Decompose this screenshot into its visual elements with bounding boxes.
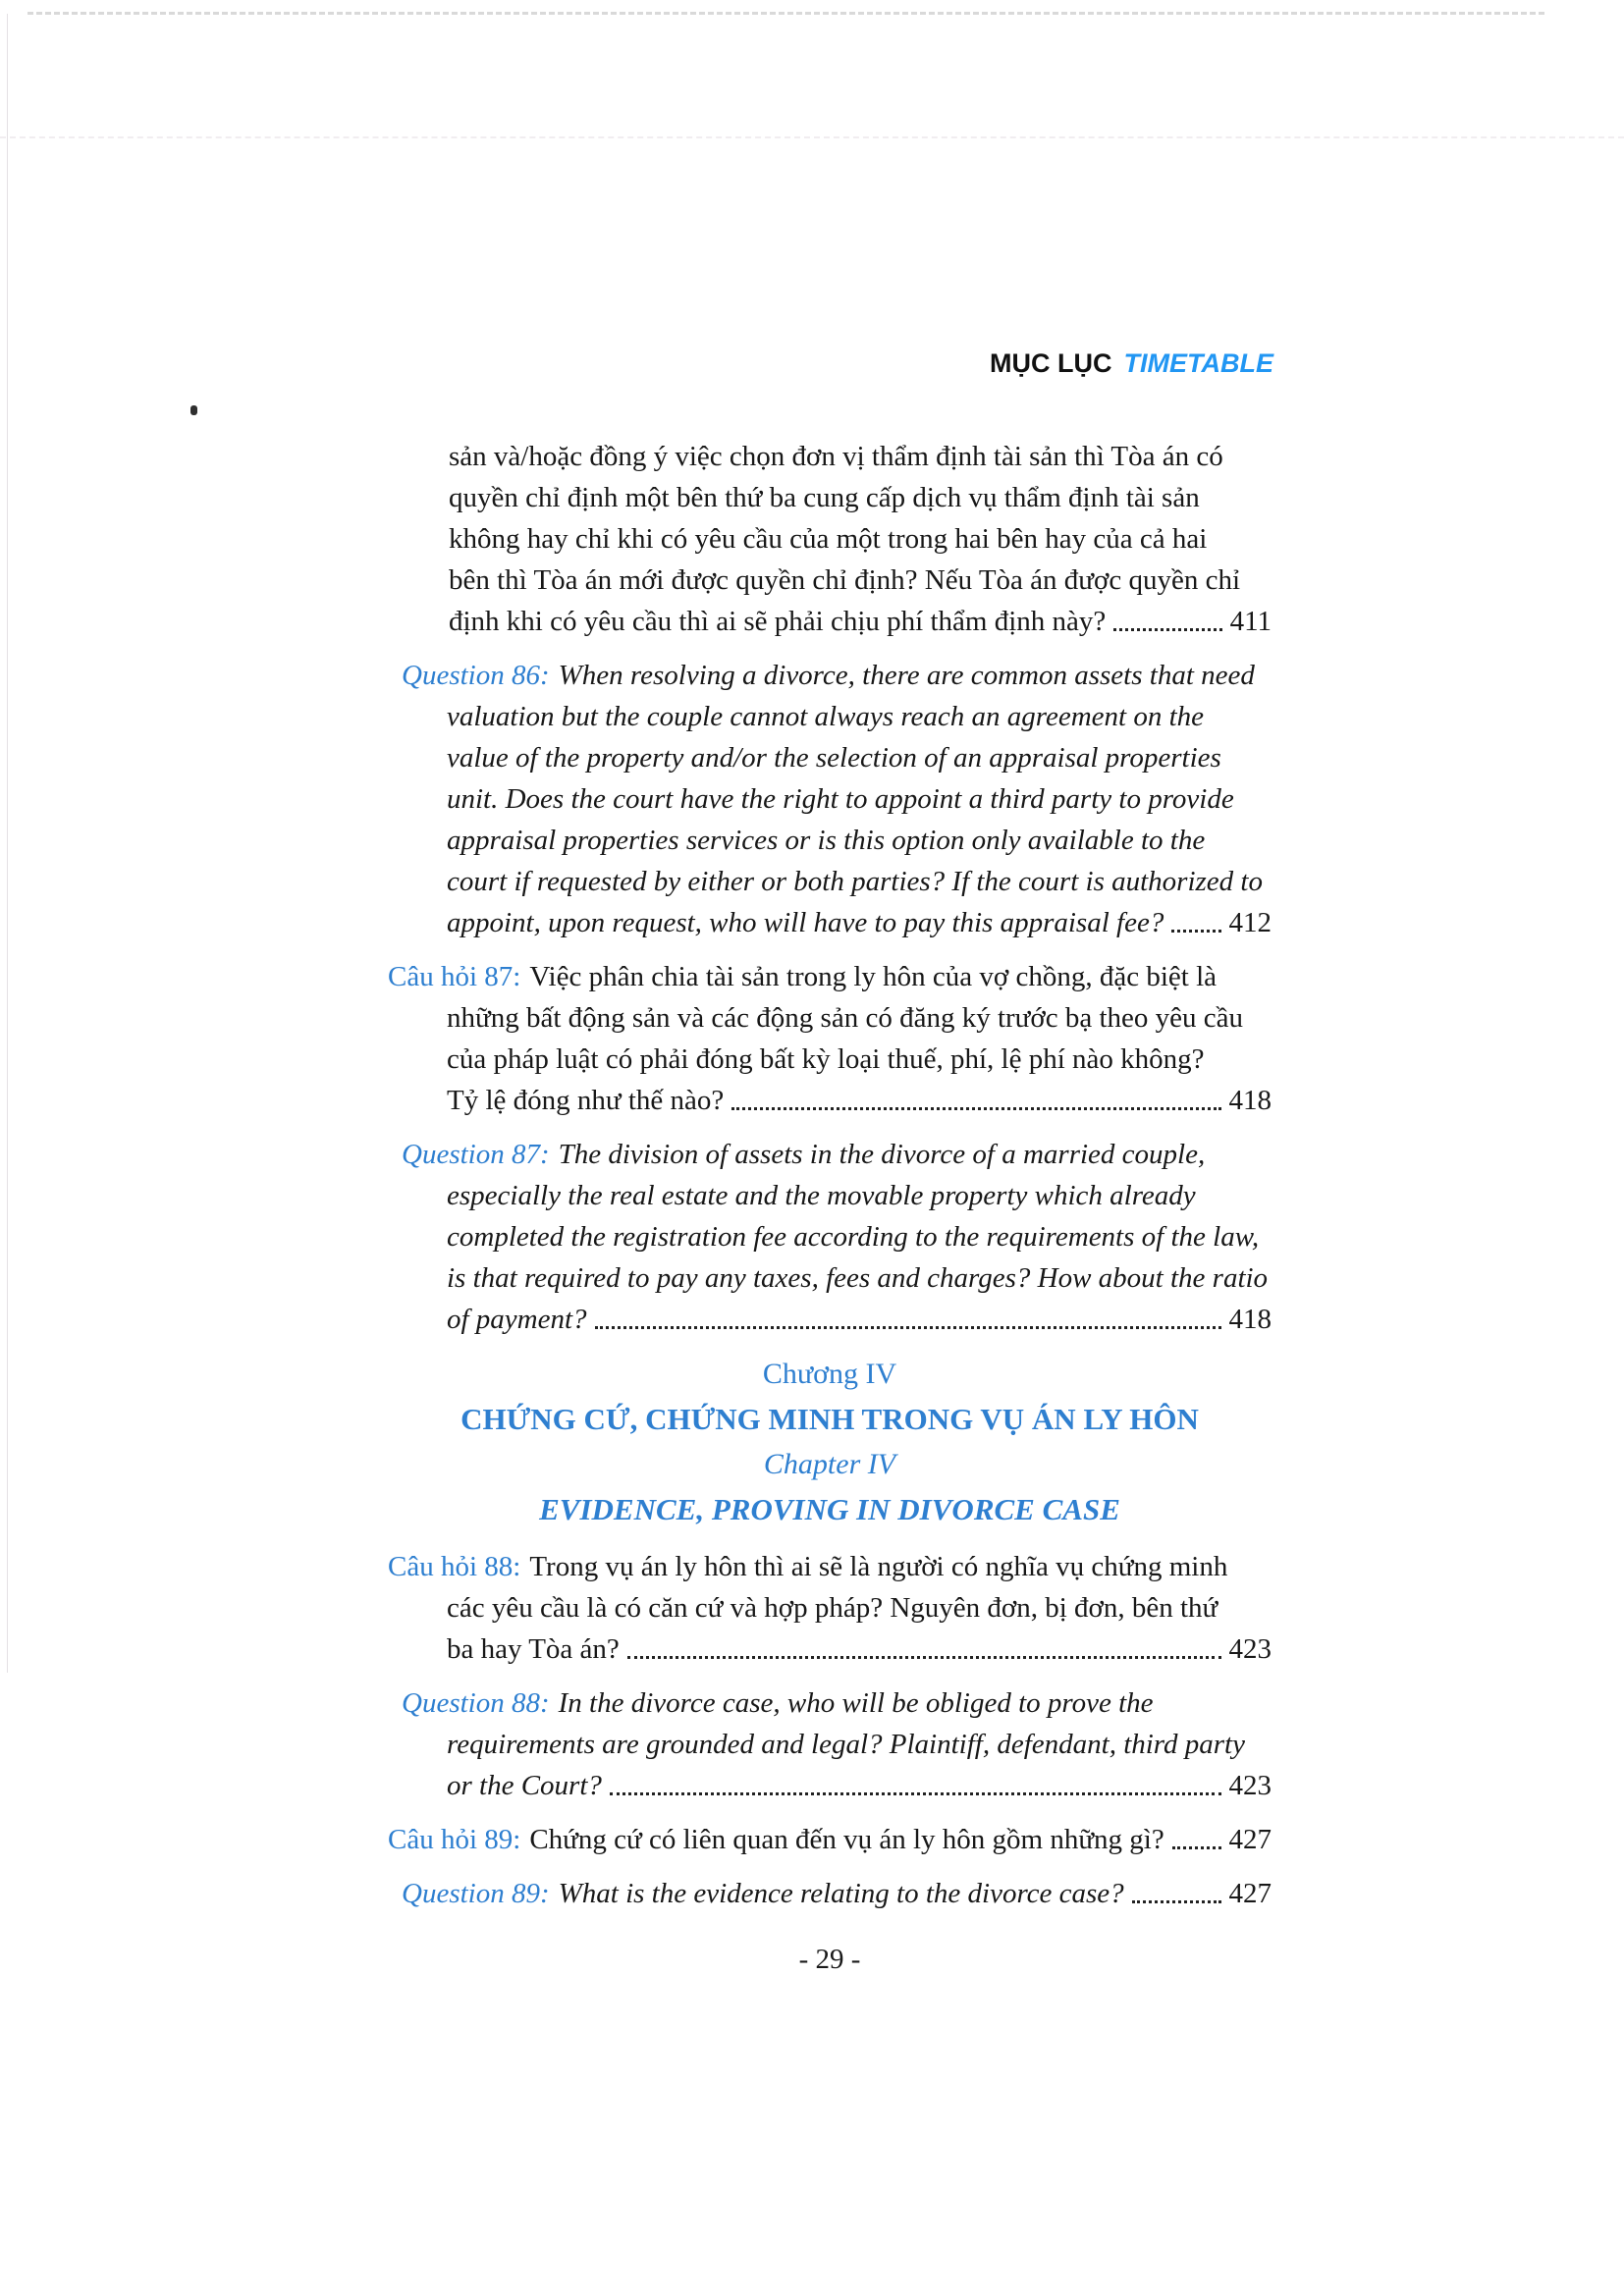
entry-text: bên thì Tòa án mới được quyền chỉ định? Nếu Tòa án được quyền chỉ [449, 564, 1240, 596]
entry-text: of payment? [447, 1304, 587, 1335]
entry-text: In the divorce case, who will be obliged to prove the [558, 1687, 1154, 1719]
entry-text: các yêu cầu là có căn cứ và hợp pháp? Nguyên đơn, bị đơn, bên thứ [447, 1592, 1218, 1624]
entry-page-number: 423 [1228, 1633, 1272, 1665]
entry-page-number: 412 [1228, 907, 1272, 938]
entry-text: When resolving a divorce, there are common assets that need [558, 660, 1255, 691]
entry-text: value of the property and/or the selection of an appraisal properties [447, 742, 1221, 774]
toc-entry-line [447, 1724, 1272, 1765]
toc-entry-line [449, 518, 1272, 560]
header-title-vi: MỤC LỤC [990, 348, 1112, 378]
entry-page-number: 423 [1228, 1770, 1272, 1801]
dot-leader [724, 1080, 1228, 1121]
entry-label: Câu hỏi 89: [388, 1824, 521, 1855]
scan-left-edge-line [7, 14, 8, 1673]
toc-content [388, 436, 1272, 1914]
entry-page-number: 427 [1228, 1824, 1272, 1855]
entry-text: Trong vụ án ly hôn thì ai sẽ là người có nghĩa vụ chứng minh [529, 1551, 1228, 1582]
header-title-en: TIMETABLE [1123, 348, 1273, 378]
chapter-title-vi: CHỨNG CỨ, CHỨNG MINH TRONG VỤ ÁN LY HÔN [460, 1402, 1199, 1436]
entry-label: Question 89: [402, 1878, 550, 1909]
entry-text: is that required to pay any taxes, fees and charges? How about the ratio [447, 1262, 1269, 1294]
scan-faint-dashed-line [0, 136, 1624, 138]
entry-text: ba hay Tòa án? [447, 1633, 620, 1665]
entry-page-number: 418 [1228, 1085, 1272, 1116]
entry-label: Question 88: [402, 1687, 550, 1719]
entry-text: unit. Does the court have the right to appoint a third party to provide [447, 783, 1234, 815]
entry-text: court if requested by either or both parties? If the court is authorized to [447, 866, 1263, 897]
entry-page-number: 427 [1228, 1878, 1272, 1909]
toc-entry-line [447, 1039, 1272, 1080]
entry-text: The division of assets in the divorce of a married couple, [558, 1139, 1206, 1170]
toc-entry-line [447, 737, 1272, 778]
entry-page-number: 418 [1228, 1304, 1272, 1335]
entry-text: or the Court? [447, 1770, 602, 1801]
page-number-footer: - 29 - [798, 1944, 861, 1975]
entry-text: quyền chỉ định một bên thứ ba cung cấp dịch vụ thẩm định tài sản [449, 482, 1200, 513]
toc-entry-line [449, 477, 1272, 518]
entry-text: không hay chỉ khi có yêu cầu của một trong hai bên hay của cả hai [449, 523, 1208, 555]
dot-leader [1164, 1819, 1229, 1860]
toc-entries-top [388, 436, 1272, 1340]
toc-entry-line [388, 655, 1272, 696]
toc-entry-line [388, 1682, 1272, 1724]
dot-leader [602, 1765, 1229, 1806]
toc-entry-line [449, 436, 1272, 477]
toc-entry-line [447, 1299, 1272, 1340]
entry-text: completed the registration fee according to the requirements of the law, [447, 1221, 1260, 1253]
scan-edge-dashed-line [27, 12, 1544, 15]
toc-entry-line [447, 1175, 1272, 1216]
toc-entry-line [447, 1765, 1272, 1806]
toc-entry-cau-hoi-88 [388, 1546, 1272, 1670]
entry-text: định khi có yêu cầu thì ai sẽ phải chịu phí thẩm định này? [449, 606, 1107, 637]
toc-entry-line [447, 696, 1272, 737]
chapter-number-en: Chapter IV [763, 1448, 896, 1480]
entry-text: những bất động sản và các động sản có đăng ký trước bạ theo yêu cầu [447, 1002, 1243, 1034]
chapter-title-en: EVIDENCE, PROVING IN DIVORCE CASE [539, 1492, 1120, 1526]
entry-page-number: 411 [1229, 606, 1272, 637]
toc-entry-line [388, 1873, 1272, 1914]
dot-leader [620, 1629, 1229, 1670]
entry-text: requirements are grounded and legal? Plaintiff, defendant, third party [447, 1729, 1245, 1760]
toc-entry-line [388, 1134, 1272, 1175]
toc-entry-line [388, 1819, 1272, 1860]
entry-text: valuation but the couple cannot always reach an agreement on the [447, 701, 1205, 732]
entry-text: What is the evidence relating to the divorce case? [558, 1878, 1124, 1909]
entry-label: Question 87: [402, 1139, 550, 1170]
toc-entry-line [447, 1629, 1272, 1670]
toc-entry-continuation [388, 436, 1272, 642]
dot-leader [1124, 1873, 1229, 1914]
entry-label: Câu hỏi 87: [388, 961, 521, 992]
toc-entry-cau-hoi-87 [388, 956, 1272, 1121]
toc-entry-line [447, 1080, 1272, 1121]
entry-text: appraisal properties services or is this option only available to the [447, 825, 1206, 856]
entry-label: Question 86: [402, 660, 550, 691]
toc-entry-line [447, 1587, 1272, 1629]
toc-entry-line [388, 956, 1272, 997]
toc-entry-line [447, 861, 1272, 902]
toc-entry-line [447, 778, 1272, 820]
toc-entry-line [447, 902, 1272, 943]
toc-entry-line [447, 997, 1272, 1039]
toc-entry-question-89 [388, 1873, 1272, 1914]
entry-text: Việc phân chia tài sản trong ly hôn của vợ chồng, đặc biệt là [529, 961, 1218, 992]
entry-text: appoint, upon request, who will have to pay this appraisal fee? [447, 907, 1164, 938]
toc-entry-question-88 [388, 1682, 1272, 1806]
toc-entry-line [388, 1546, 1272, 1587]
toc-entry-line [447, 1257, 1272, 1299]
chapter-heading [388, 1352, 1272, 1532]
entry-text: Tỷ lệ đóng như thế nào? [447, 1085, 725, 1116]
entry-label: Câu hỏi 88: [388, 1551, 521, 1582]
dot-leader [1106, 601, 1229, 642]
chapter-number-vi: Chương IV [762, 1358, 897, 1390]
dot-leader [587, 1299, 1229, 1340]
toc-entry-question-86 [388, 655, 1272, 943]
toc-entry-line [447, 1216, 1272, 1257]
scan-speck [190, 405, 197, 415]
toc-entry-line [449, 560, 1272, 601]
entry-text: Chứng cứ có liên quan đến vụ án ly hôn gồm những gì? [529, 1824, 1164, 1855]
toc-entry-line [449, 601, 1272, 642]
toc-entry-question-87 [388, 1134, 1272, 1340]
toc-entry-line [447, 820, 1272, 861]
dot-leader [1164, 902, 1228, 943]
entry-text: của pháp luật có phải đóng bất kỳ loại thuế, phí, lệ phí nào không? [447, 1043, 1205, 1075]
page-header [388, 347, 1273, 379]
toc-entry-cau-hoi-89 [388, 1819, 1272, 1860]
toc-entries-bottom [388, 1546, 1272, 1914]
entry-text: especially the real estate and the movable property which already [447, 1180, 1196, 1211]
entry-text: sản và/hoặc đồng ý việc chọn đơn vị thẩm định tài sản thì Tòa án có [449, 441, 1223, 472]
